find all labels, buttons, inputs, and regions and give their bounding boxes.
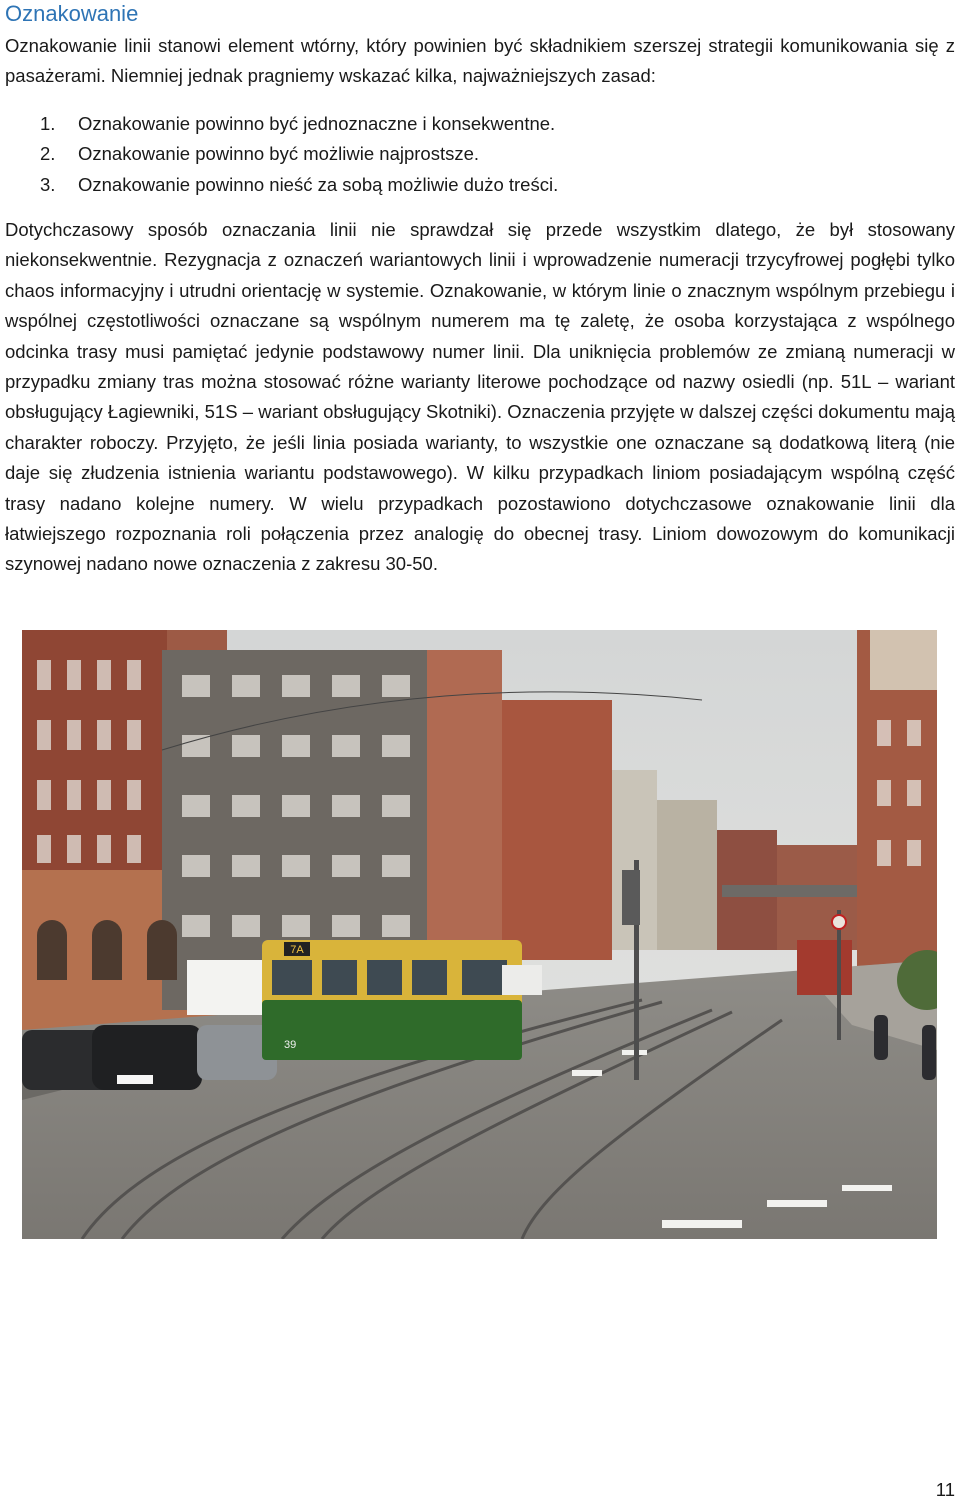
page-number: 11 <box>935 1479 955 1500</box>
list-item <box>40 170 558 200</box>
street-tram-photo <box>22 630 937 1239</box>
principles-list <box>40 109 558 200</box>
red-truck <box>797 940 852 995</box>
intro-paragraph: Oznakowanie linii stanowi element wtórny, który powinien być składnikiem szerszej strategii komunikowania się z pasażerami. Niemniej jednak pragniemy wskazać kilka, najważniejszych zasad: <box>5 35 955 87</box>
tram-fleet-number: 39 <box>284 1039 297 1051</box>
list-item-text: Oznakowanie powinno nieść za sobą możliwie dużo treści. <box>78 173 559 195</box>
list-item-number: 1. <box>40 113 56 134</box>
tram-route-sign: 7A <box>290 944 304 956</box>
list-item-text: Oznakowanie powinno być możliwie najprostsze. <box>78 143 480 165</box>
tram <box>262 940 522 1060</box>
list-item <box>40 109 558 139</box>
section-heading: Oznakowanie <box>5 1 139 26</box>
ground-floor-arches <box>37 920 177 980</box>
white-van <box>502 965 542 995</box>
list-item-number: 2. <box>40 143 56 165</box>
body-paragraph: Dotychczasowy sposób oznaczania linii nie sprawdzał się przede wszystkim dlatego, że był stosowany niekonsekwentnie. Rezygnacja z oznaczeń wariantowych linii i wprowadzenie numeracji trzycyfrowej pogłębi tylko chaos informacyjny i utrudni orientację w systemie. Oznakowanie, w którym linie o znacznym wspólnym przebiegu i wspólnej częstotliwości oznaczane są wspólnym numerem ma tę zaletę, że osoba korzystająca z wspólnego odcinka trasy musi pamiętać jedynie podstawowy numer linii. Dla uniknięcia problemów ze zmianą numeracji w przypadku zmiany tras można stosować różne warianty literowe pochodzące od nazwy osiedli (np. 51L – wariant obsługujący Łagiewniki, 51S – wariant obsługujący Skotniki). Oznaczenia przyjęte w dalszej części dokumentu mają charakter roboczy. Przyjęto, że jeśli linia posiada warianty, to wszystkie one oznaczane są dodatkową literą (nie daje się złudzenia istnienia wariantu podstawowego). W kilku przypadkach liniom posiadającym wspólną część trasy nadano kolejne numery. W wielu przypadkach pozostawiono dotychczasowe oznakowanie linii dla łatwiejszego rozpoznania roli połączenia przez analogię do obecnej trasy. Liniom dowozowym do komunikacji szynowej nadano nowe oznaczenia z zakresu 30-50. <box>5 219 955 575</box>
list-item-text: Oznakowanie powinno być jednoznaczne i konsekwentne. <box>78 113 556 134</box>
list-item-number: 3. <box>40 173 56 195</box>
list-item <box>40 139 558 169</box>
